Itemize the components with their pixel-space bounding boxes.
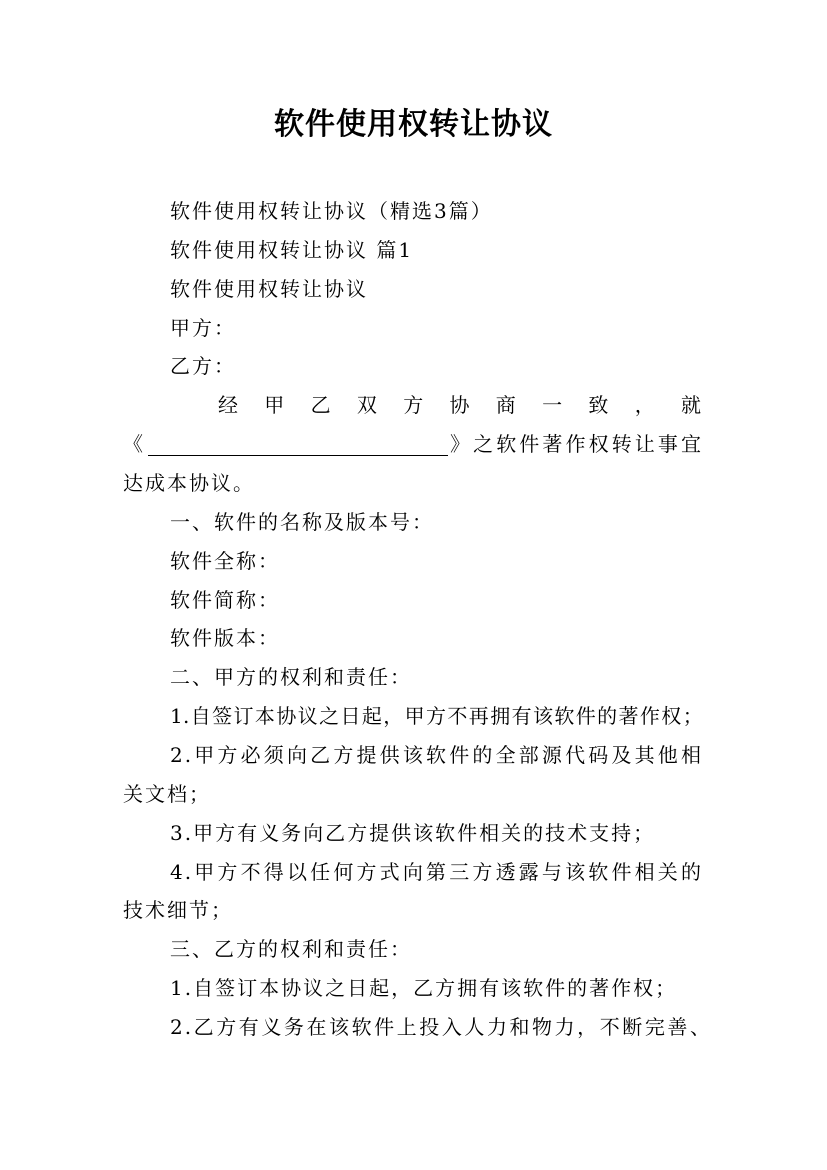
intro-book-title-open: 《 xyxy=(123,432,145,457)
intro-line-1: 经甲乙双方协商一致，就 xyxy=(218,393,703,418)
section2-item-3: 3.甲方有义务向乙方提供该软件相关的技术支持； xyxy=(170,820,656,845)
blank-underline xyxy=(148,425,448,456)
intro-suffix: 》之软件著作权转让事宜 xyxy=(450,432,703,457)
article-heading: 软件使用权转让协议 篇1 xyxy=(170,237,414,262)
intro-line-2 xyxy=(123,425,703,464)
section2-item-2-line-1: 2.甲方必须向乙方提供该软件的全部源代码及其他相 xyxy=(170,743,703,768)
section2-item-4-line-1: 4.甲方不得以任何方式向第三方透露与该软件相关的 xyxy=(170,859,703,884)
field-software-full-name: 软件全称： xyxy=(170,548,280,573)
agreement-title: 软件使用权转让协议 xyxy=(170,276,368,301)
selection-heading: 软件使用权转让协议（精选3篇） xyxy=(170,199,493,223)
section2-item-1: 1.自签订本协议之日起，甲方不再拥有该软件的著作权； xyxy=(170,704,703,729)
party-b-label: 乙方： xyxy=(170,354,236,379)
field-software-short-name: 软件简称： xyxy=(170,587,280,612)
section1-heading: 一、软件的名称及版本号： xyxy=(170,509,434,534)
document-body xyxy=(123,192,712,1047)
section2-item-4-line-2: 技术细节； xyxy=(123,898,233,923)
section3-item-1: 1.自签订本协议之日起，乙方拥有该软件的著作权； xyxy=(170,976,678,1001)
section2-heading: 二、甲方的权利和责任： xyxy=(170,665,412,690)
party-a-label: 甲方： xyxy=(170,315,236,340)
section3-item-2-line-1: 2.乙方有义务在该软件上投入人力和物力，不断完善、 xyxy=(170,1015,712,1040)
intro-line-3: 达成本协议。 xyxy=(123,471,255,496)
section3-heading: 三、乙方的权利和责任： xyxy=(170,937,412,962)
section2-item-2-line-2: 关文档； xyxy=(123,781,211,806)
field-software-version: 软件版本： xyxy=(170,626,280,651)
document-title: 软件使用权转让协议 xyxy=(274,107,553,142)
